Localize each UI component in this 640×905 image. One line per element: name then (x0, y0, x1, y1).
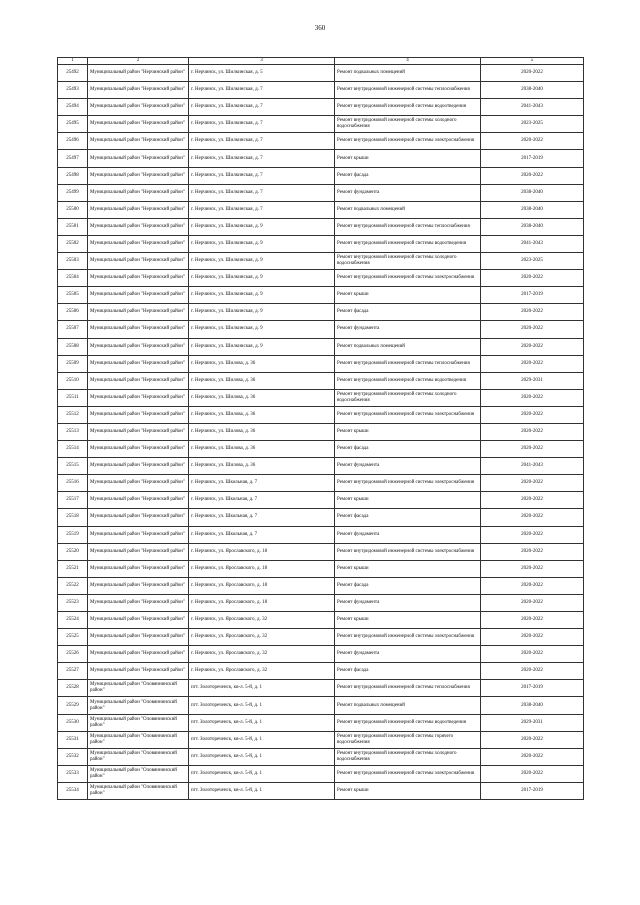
period-cell: 2029-2031 (481, 714, 584, 731)
work-type-cell: Ремонт фундамента (335, 321, 481, 338)
period-cell: 2038-2040 (481, 184, 584, 201)
municipality-cell: Муниципальный район "Оловяннинский район" (88, 748, 189, 765)
work-type-cell: Ремонт внутридомовой инженерной системы электроснабжения (335, 629, 481, 646)
row-number-cell: 25502 (58, 235, 88, 252)
work-type-cell: Ремонт внутридомовой инженерной системы водоотведения (335, 99, 481, 116)
work-type-cell: Ремонт фасада (335, 167, 481, 184)
row-number-cell: 25496 (58, 133, 88, 150)
period-cell: 2020-2022 (481, 406, 584, 423)
municipality-cell: Муниципальный район "Нерчинский район" (88, 594, 189, 611)
row-number-cell: 25526 (58, 646, 88, 663)
table-row (58, 612, 584, 629)
period-cell: 2020-2022 (481, 577, 584, 594)
table-row (58, 492, 584, 509)
row-number-cell: 25524 (58, 612, 88, 629)
work-type-cell: Ремонт крыши (335, 612, 481, 629)
address-cell: пгт. Золотореченск, кв-л. 5-й, д. 1 (189, 714, 335, 731)
address-cell: г. Нерчинск, ул. Ярославского, д. 32 (189, 663, 335, 680)
row-number-cell: 25518 (58, 509, 88, 526)
address-cell: г. Нерчинск, ул. Ярославского, д. 18 (189, 577, 335, 594)
work-type-cell: Ремонт внутридомовой инженерной системы теплоснабжения (335, 218, 481, 235)
address-cell: г. Нерчинск, ул. Школьная, д. 7 (189, 509, 335, 526)
period-cell: 2020-2022 (481, 338, 584, 355)
work-type-cell: Ремонт крыши (335, 492, 481, 509)
address-cell: г. Нерчинск, ул. Школьная, д. 7 (189, 526, 335, 543)
table-row (58, 577, 584, 594)
municipality-cell: Муниципальный район "Нерчинский район" (88, 201, 189, 218)
row-number-cell: 25499 (58, 184, 88, 201)
row-number-cell: 25505 (58, 287, 88, 304)
municipality-cell: Муниципальный район "Нерчинский район" (88, 304, 189, 321)
municipality-cell: Муниципальный район "Оловяннинский район" (88, 782, 189, 799)
row-number-cell: 25523 (58, 594, 88, 611)
header-col-1: 1 (58, 58, 88, 65)
row-number-cell: 25519 (58, 526, 88, 543)
municipality-cell: Муниципальный район "Нерчинский район" (88, 406, 189, 423)
row-number-cell: 25533 (58, 765, 88, 782)
table-row (58, 184, 584, 201)
municipality-cell: Муниципальный район "Нерчинский район" (88, 184, 189, 201)
address-cell: г. Нерчинск, ул. Шилова, д. 36 (189, 372, 335, 389)
address-cell: г. Нерчинск, ул. Шилкинская, д. 7 (189, 201, 335, 218)
row-number-cell: 25517 (58, 492, 88, 509)
period-cell: 2020-2022 (481, 270, 584, 287)
address-cell: г. Нерчинск, ул. Шилкинская, д. 7 (189, 167, 335, 184)
period-cell: 2020-2022 (481, 560, 584, 577)
municipality-cell: Муниципальный район "Нерчинский район" (88, 116, 189, 133)
address-cell: г. Нерчинск, ул. Шилкинская, д. 9 (189, 235, 335, 252)
period-cell: 2041-2043 (481, 458, 584, 475)
work-type-cell: Ремонт внутридомовой инженерной системы электроснабжения (335, 543, 481, 560)
work-type-cell: Ремонт подвальных помещений (335, 201, 481, 218)
work-type-cell: Ремонт фундамента (335, 184, 481, 201)
address-cell: пгт. Золотореченск, кв-л. 5-й, д. 1 (189, 680, 335, 697)
table-row (58, 646, 584, 663)
period-cell: 2020-2022 (481, 509, 584, 526)
period-cell: 2038-2040 (481, 697, 584, 714)
row-number-cell: 25507 (58, 321, 88, 338)
row-number-cell: 25498 (58, 167, 88, 184)
work-type-cell: Ремонт внутридомовой инженерной системы электроснабжения (335, 765, 481, 782)
table-row (58, 338, 584, 355)
table-header (58, 58, 584, 65)
work-type-cell: Ремонт внутридомовой инженерной системы водоотведения (335, 372, 481, 389)
address-cell: г. Нерчинск, ул. Шилкинская, д. 7 (189, 150, 335, 167)
municipality-cell: Муниципальный район "Оловяннинский район" (88, 731, 189, 748)
municipality-cell: Муниципальный район "Оловяннинский район" (88, 714, 189, 731)
row-number-cell: 25511 (58, 389, 88, 406)
period-cell: 2020-2022 (481, 441, 584, 458)
work-type-cell: Ремонт внутридомовой инженерной системы холодного водоснабжения (335, 253, 481, 270)
period-cell: 2020-2022 (481, 646, 584, 663)
address-cell: пгт. Золотореченск, кв-л. 5-й, д. 1 (189, 765, 335, 782)
address-cell: г. Нерчинск, ул. Ярославского, д. 32 (189, 646, 335, 663)
row-number-cell: 25503 (58, 253, 88, 270)
row-number-cell: 25527 (58, 663, 88, 680)
address-cell: г. Нерчинск, ул. Ярославского, д. 32 (189, 629, 335, 646)
period-cell: 2038-2040 (481, 218, 584, 235)
table-row (58, 458, 584, 475)
row-number-cell: 25521 (58, 560, 88, 577)
row-number-cell: 25510 (58, 372, 88, 389)
period-cell: 2017-2019 (481, 287, 584, 304)
address-cell: г. Нерчинск, ул. Шилкинская, д. 7 (189, 99, 335, 116)
table-row (58, 116, 584, 133)
municipality-cell: Муниципальный район "Нерчинский район" (88, 355, 189, 372)
address-cell: г. Нерчинск, ул. Шилова, д. 36 (189, 355, 335, 372)
table-row (58, 731, 584, 748)
work-type-cell: Ремонт внутридомовой инженерной системы электроснабжения (335, 270, 481, 287)
header-col-5: 5 (481, 58, 584, 65)
address-cell: г. Нерчинск, ул. Шилкинская, д. 9 (189, 304, 335, 321)
period-cell: 2020-2022 (481, 594, 584, 611)
work-type-cell: Ремонт фасада (335, 441, 481, 458)
table-row (58, 594, 584, 611)
municipality-cell: Муниципальный район "Нерчинский район" (88, 372, 189, 389)
row-number-cell: 25512 (58, 406, 88, 423)
table-row (58, 389, 584, 406)
work-type-cell: Ремонт внутридомовой инженерной системы электроснабжения (335, 475, 481, 492)
municipality-cell: Муниципальный район "Нерчинский район" (88, 150, 189, 167)
table-row (58, 680, 584, 697)
period-cell: 2020-2022 (481, 389, 584, 406)
period-cell: 2020-2022 (481, 748, 584, 765)
period-cell: 2017-2019 (481, 150, 584, 167)
municipality-cell: Муниципальный район "Оловяннинский район" (88, 680, 189, 697)
address-cell: г. Нерчинск, ул. Шилкинская, д. 7 (189, 116, 335, 133)
municipality-cell: Муниципальный район "Нерчинский район" (88, 338, 189, 355)
period-cell: 2041-2043 (481, 235, 584, 252)
municipality-cell: Муниципальный район "Оловяннинский район" (88, 697, 189, 714)
municipality-cell: Муниципальный район "Нерчинский район" (88, 441, 189, 458)
table-row (58, 475, 584, 492)
address-cell: г. Нерчинск, ул. Ярославского, д. 18 (189, 594, 335, 611)
row-number-cell: 25534 (58, 782, 88, 799)
table-row (58, 423, 584, 440)
period-cell: 2017-2019 (481, 680, 584, 697)
address-cell: г. Нерчинск, ул. Шилова, д. 36 (189, 423, 335, 440)
work-type-cell: Ремонт крыши (335, 423, 481, 440)
table-row (58, 321, 584, 338)
municipality-cell: Муниципальный район "Нерчинский район" (88, 509, 189, 526)
work-type-cell: Ремонт внутридомовой инженерной системы электроснабжения (335, 133, 481, 150)
municipality-cell: Муниципальный район "Нерчинский район" (88, 321, 189, 338)
municipality-cell: Муниципальный район "Нерчинский район" (88, 389, 189, 406)
period-cell: 2020-2022 (481, 167, 584, 184)
municipality-cell: Муниципальный район "Нерчинский район" (88, 663, 189, 680)
table-row (58, 441, 584, 458)
table-row (58, 218, 584, 235)
work-type-cell: Ремонт внутридомовой инженерной системы электроснабжения (335, 406, 481, 423)
work-type-cell: Ремонт крыши (335, 782, 481, 799)
address-cell: г. Нерчинск, ул. Шилкинская, д. 7 (189, 184, 335, 201)
table-row (58, 765, 584, 782)
table-row (58, 287, 584, 304)
period-cell: 2020-2022 (481, 765, 584, 782)
municipality-cell: Муниципальный район "Нерчинский район" (88, 612, 189, 629)
table-row (58, 526, 584, 543)
row-number-cell: 25514 (58, 441, 88, 458)
table-row (58, 133, 584, 150)
address-cell: пгт. Золотореченск, кв-л. 5-й, д. 1 (189, 782, 335, 799)
period-cell: 2023-2025 (481, 116, 584, 133)
table-row (58, 748, 584, 765)
address-cell: г. Нерчинск, ул. Шилкинская, д. 9 (189, 253, 335, 270)
address-cell: г. Нерчинск, ул. Школьная, д. 7 (189, 475, 335, 492)
page-number: 360 (314, 24, 326, 32)
table-row (58, 629, 584, 646)
row-number-cell: 25522 (58, 577, 88, 594)
table-row (58, 509, 584, 526)
municipality-cell: Муниципальный район "Нерчинский район" (88, 629, 189, 646)
municipality-cell: Муниципальный район "Нерчинский район" (88, 492, 189, 509)
row-number-cell: 25492 (58, 65, 88, 82)
municipality-cell: Муниципальный район "Нерчинский район" (88, 526, 189, 543)
row-number-cell: 25528 (58, 680, 88, 697)
address-cell: г. Нерчинск, ул. Ярославского, д. 18 (189, 543, 335, 560)
header-col-3: 3 (189, 58, 335, 65)
period-cell: 2038-2040 (481, 82, 584, 99)
work-type-cell: Ремонт подвальных помещений (335, 697, 481, 714)
municipality-cell: Муниципальный район "Нерчинский район" (88, 423, 189, 440)
address-cell: г. Нерчинск, ул. Шилкинская, д. 9 (189, 321, 335, 338)
work-type-cell: Ремонт внутридомовой инженерной системы водоотведения (335, 235, 481, 252)
row-number-cell: 25529 (58, 697, 88, 714)
row-number-cell: 25532 (58, 748, 88, 765)
table-row (58, 372, 584, 389)
table-row (58, 235, 584, 252)
municipality-cell: Муниципальный район "Нерчинский район" (88, 270, 189, 287)
table-row (58, 270, 584, 287)
row-number-cell: 25520 (58, 543, 88, 560)
municipality-cell: Муниципальный район "Нерчинский район" (88, 65, 189, 82)
table-row (58, 663, 584, 680)
row-number-cell: 25506 (58, 304, 88, 321)
address-cell: г. Нерчинск, ул. Шилкинская, д. 7 (189, 133, 335, 150)
work-type-cell: Ремонт подвальных помещений (335, 338, 481, 355)
table-body (58, 65, 584, 800)
municipality-cell: Муниципальный район "Нерчинский район" (88, 577, 189, 594)
row-number-cell: 25516 (58, 475, 88, 492)
period-cell: 2020-2022 (481, 629, 584, 646)
municipality-cell: Муниципальный район "Нерчинский район" (88, 475, 189, 492)
row-number-cell: 25494 (58, 99, 88, 116)
work-type-cell: Ремонт фундамента (335, 458, 481, 475)
municipality-cell: Муниципальный район "Нерчинский район" (88, 646, 189, 663)
period-cell: 2020-2022 (481, 526, 584, 543)
period-cell: 2020-2022 (481, 304, 584, 321)
work-type-cell: Ремонт фундамента (335, 526, 481, 543)
row-number-cell: 25495 (58, 116, 88, 133)
row-number-cell: 25515 (58, 458, 88, 475)
table-row (58, 543, 584, 560)
period-cell: 2020-2022 (481, 133, 584, 150)
work-type-cell: Ремонт внутридомовой инженерной системы холодного водоснабжения (335, 748, 481, 765)
row-number-cell: 25493 (58, 82, 88, 99)
period-cell: 2020-2022 (481, 492, 584, 509)
table-row (58, 697, 584, 714)
row-number-cell: 25509 (58, 355, 88, 372)
municipality-cell: Муниципальный район "Нерчинский район" (88, 235, 189, 252)
work-type-cell: Ремонт фасада (335, 577, 481, 594)
period-cell: 2020-2022 (481, 321, 584, 338)
address-cell: г. Нерчинск, ул. Шилова, д. 36 (189, 406, 335, 423)
address-cell: г. Нерчинск, ул. Шилова, д. 36 (189, 389, 335, 406)
municipality-cell: Муниципальный район "Нерчинский район" (88, 167, 189, 184)
municipality-cell: Муниципальный район "Оловяннинский район" (88, 765, 189, 782)
address-cell: г. Нерчинск, ул. Шилкинская, д. 7 (189, 82, 335, 99)
period-cell: 2020-2022 (481, 612, 584, 629)
work-type-cell: Ремонт фундамента (335, 646, 481, 663)
municipality-cell: Муниципальный район "Нерчинский район" (88, 253, 189, 270)
period-cell: 2038-2040 (481, 201, 584, 218)
municipality-cell: Муниципальный район "Нерчинский район" (88, 458, 189, 475)
table-row (58, 714, 584, 731)
row-number-cell: 25500 (58, 201, 88, 218)
table-row (58, 304, 584, 321)
work-type-cell: Ремонт крыши (335, 150, 481, 167)
period-cell: 2020-2022 (481, 543, 584, 560)
period-cell: 2020-2022 (481, 663, 584, 680)
table-row (58, 82, 584, 99)
table-row (58, 782, 584, 799)
header-col-2: 2 (88, 58, 189, 65)
work-type-cell: Ремонт крыши (335, 287, 481, 304)
address-cell: пгт. Золотореченск, кв-л. 5-й, д. 1 (189, 697, 335, 714)
municipality-cell: Муниципальный район "Нерчинский район" (88, 82, 189, 99)
row-number-cell: 25513 (58, 423, 88, 440)
row-number-cell: 25504 (58, 270, 88, 287)
work-type-cell: Ремонт внутридомовой инженерной системы теплоснабжения (335, 680, 481, 697)
period-cell: 2029-2031 (481, 372, 584, 389)
municipality-cell: Муниципальный район "Нерчинский район" (88, 218, 189, 235)
row-number-cell: 25497 (58, 150, 88, 167)
period-cell: 2023-2025 (481, 253, 584, 270)
work-type-cell: Ремонт внутридомовой инженерной системы холодного водоснабжения (335, 389, 481, 406)
row-number-cell: 25525 (58, 629, 88, 646)
address-cell: г. Нерчинск, ул. Шилкинская, д. 5 (189, 65, 335, 82)
address-cell: г. Нерчинск, ул. Шилкинская, д. 9 (189, 270, 335, 287)
period-cell: 2017-2019 (481, 782, 584, 799)
table-row (58, 99, 584, 116)
municipality-cell: Муниципальный район "Нерчинский район" (88, 287, 189, 304)
table-row (58, 150, 584, 167)
work-type-cell: Ремонт крыши (335, 560, 481, 577)
work-type-cell: Ремонт внутридомовой инженерной системы теплоснабжения (335, 82, 481, 99)
municipality-cell: Муниципальный район "Нерчинский район" (88, 560, 189, 577)
address-cell: г. Нерчинск, ул. Ярославского, д. 18 (189, 560, 335, 577)
row-number-cell: 25508 (58, 338, 88, 355)
period-cell: 2020-2022 (481, 423, 584, 440)
table-row (58, 201, 584, 218)
address-cell: г. Нерчинск, ул. Шилкинская, д. 9 (189, 338, 335, 355)
work-type-cell: Ремонт внутридомовой инженерной системы холодного водоснабжения (335, 116, 481, 133)
row-number-cell: 25531 (58, 731, 88, 748)
work-type-cell: Ремонт внутридомовой инженерной системы горячего водоснабжения (335, 731, 481, 748)
period-cell: 2041-2043 (481, 99, 584, 116)
header-row (58, 58, 584, 65)
table-row (58, 65, 584, 82)
address-cell: пгт. Золотореченск, кв-л. 5-й, д. 1 (189, 748, 335, 765)
work-type-cell: Ремонт подвальных помещений (335, 65, 481, 82)
address-cell: г. Нерчинск, ул. Шилкинская, д. 9 (189, 218, 335, 235)
address-cell: г. Нерчинск, ул. Шилова, д. 36 (189, 441, 335, 458)
address-cell: пгт. Золотореченск, кв-л. 5-й, д. 1 (189, 731, 335, 748)
municipality-cell: Муниципальный район "Нерчинский район" (88, 543, 189, 560)
address-cell: г. Нерчинск, ул. Шилкинская, д. 9 (189, 287, 335, 304)
period-cell: 2020-2022 (481, 475, 584, 492)
work-type-cell: Ремонт внутридомовой инженерной системы теплоснабжения (335, 355, 481, 372)
table-row (58, 253, 584, 270)
address-cell: г. Нерчинск, ул. Школьная, д. 7 (189, 492, 335, 509)
address-cell: г. Нерчинск, ул. Шилова, д. 36 (189, 458, 335, 475)
period-cell: 2020-2022 (481, 731, 584, 748)
municipality-cell: Муниципальный район "Нерчинский район" (88, 99, 189, 116)
work-type-cell: Ремонт фасада (335, 663, 481, 680)
row-number-cell: 25530 (58, 714, 88, 731)
table-row (58, 406, 584, 423)
capital-repair-table (57, 57, 584, 800)
work-type-cell: Ремонт фасада (335, 304, 481, 321)
table-row (58, 167, 584, 184)
row-number-cell: 25501 (58, 218, 88, 235)
work-type-cell: Ремонт внутридомовой инженерной системы водоотведения (335, 714, 481, 731)
header-col-4: 4 (335, 58, 481, 65)
table-row (58, 355, 584, 372)
work-type-cell: Ремонт фундамента (335, 594, 481, 611)
period-cell: 2020-2022 (481, 65, 584, 82)
address-cell: г. Нерчинск, ул. Ярославского, д. 32 (189, 612, 335, 629)
table-row (58, 560, 584, 577)
work-type-cell: Ремонт фасада (335, 509, 481, 526)
period-cell: 2020-2022 (481, 355, 584, 372)
municipality-cell: Муниципальный район "Нерчинский район" (88, 133, 189, 150)
